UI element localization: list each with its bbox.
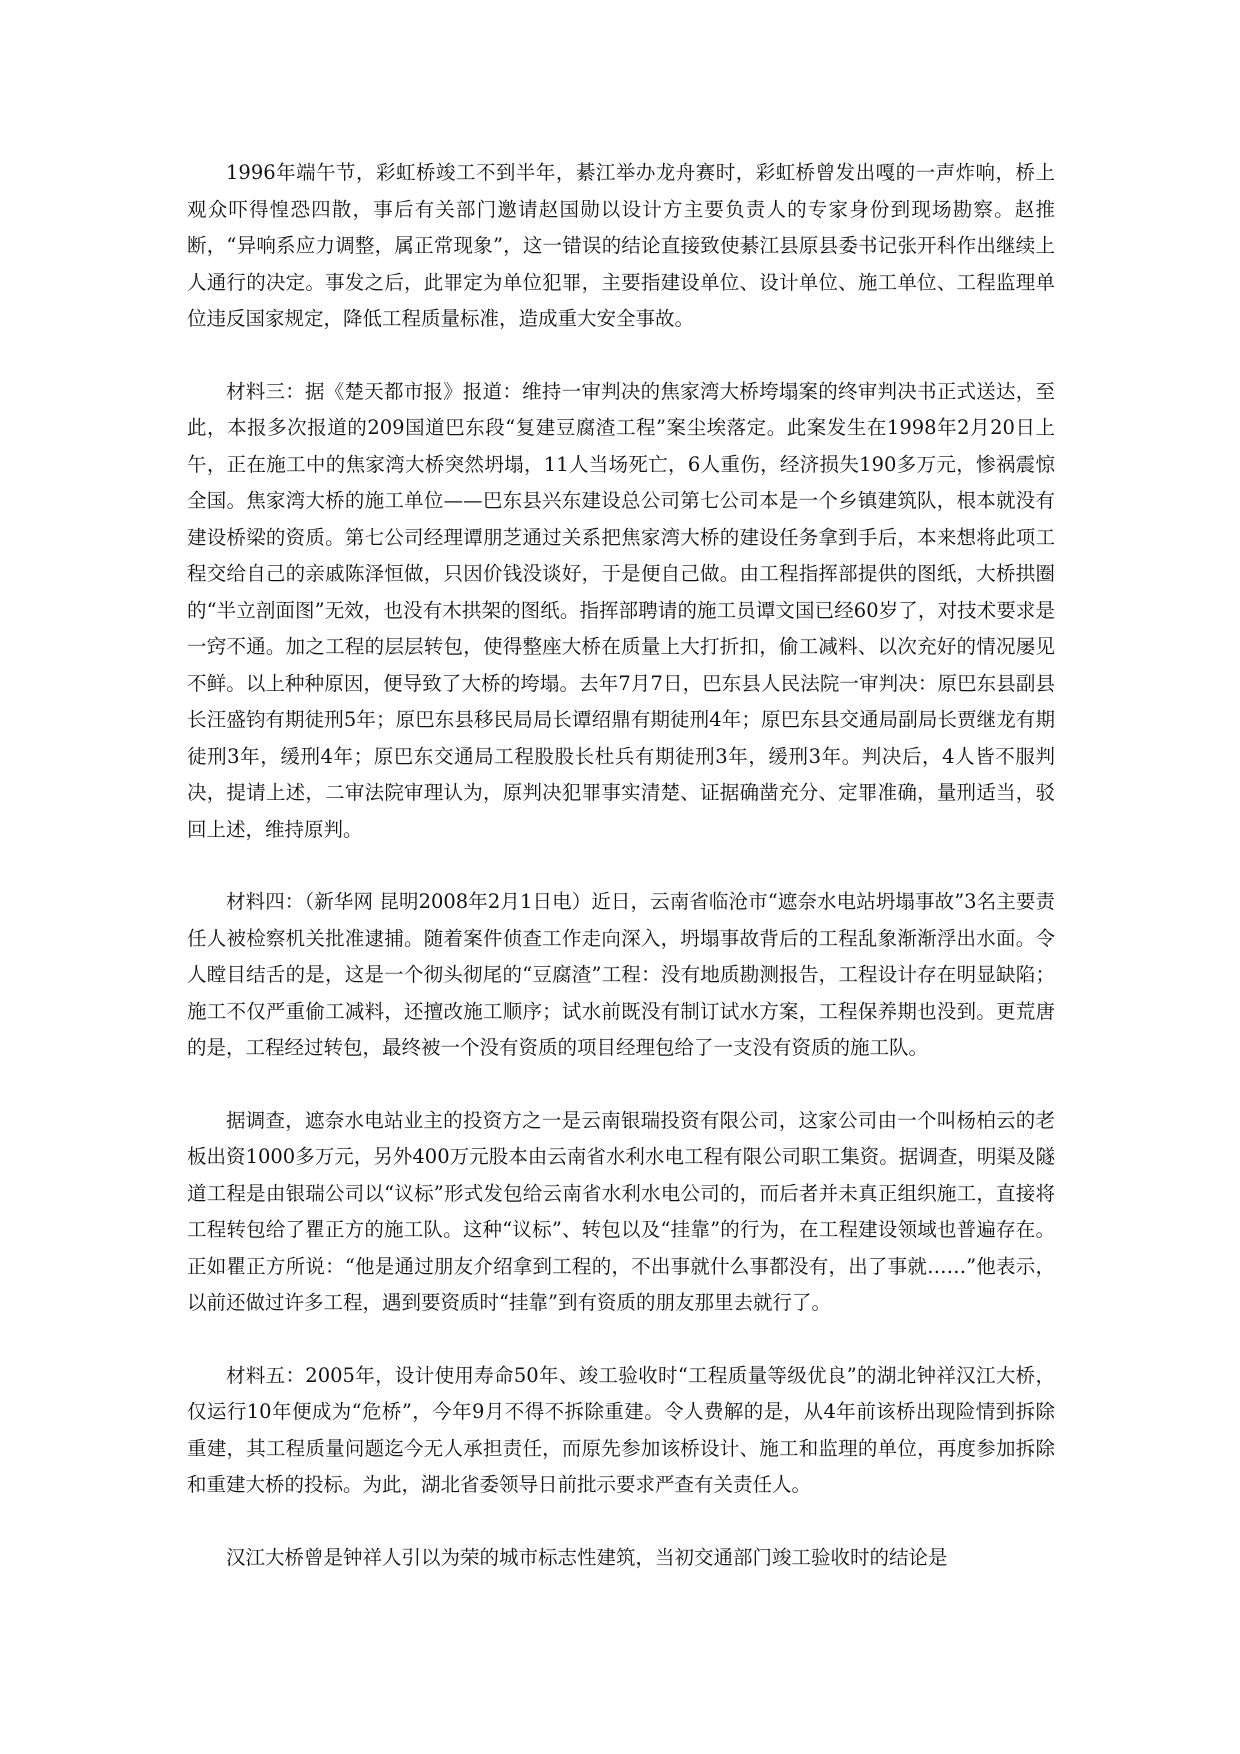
paragraph-material-five: 材料五：2005年，设计使用寿命50年、竣工验收时“工程质量等级优良”的湖北钟祥汉江大桥，仅运行10年便成为“危桥”，今年9月不得不拆除重建。令人费解的是，从4年前该桥出现险情到拆除重建，其工程质量问题迄今无人承担责任，而原先参加该桥设计、施工和监理的单位，再度参加拆除和重建大桥的投标。为此，湖北省委领导日前批示要求严查有关责任人。 xyxy=(187,1363,1055,1496)
paragraph-hanjiang-bridge: 汉江大桥曾是钟祥人引以为荣的城市标志性建筑，当初交通部门竣工验收时的结论是 xyxy=(226,1545,948,1569)
paragraph-material-three: 材料三：据《楚天都市报》报道：维持一审判决的焦家湾大桥垮塌案的终审判决书正式送达，至此，本报多次报道的209国道巴东段“复建豆腐渣工程”案尘埃落定。此案发生在1998年2月20日上午，正在施工中的焦家湾大桥突然坍塌，11人当场死亡，6人重伤，经济损失190多万元，惨祸震惊全国。焦家湾大桥的施工单位——巴东县兴东建设总公司第七公司本是一个乡镇建筑队，根本就没有建设桥梁的资质。第七公司经理谭朋芝通过关系把焦家湾大桥的建设任务拿到手后，本来想将此项工程交给自己的亲戚陈泽恒做，只因价钱没谈好，于是便自己做。由工程指挥部提供的图纸，大桥拱圈的“半立剖面图”无效，也没有木拱架的图纸。指挥部聘请的施工员谭文国已经60岁了，对技术要求是一窍不通。加之工程的层层转包，使得整座大桥在质量上大打折扣，偷工减料、以次充好的情况屡见不鲜。以上种种原因，便导致了大桥的垮塌。去年7月7日，巴东县人民法院一审判决：原巴东县副县长汪盛钧有期徒刑5年；原巴东县移民局局长谭绍鼎有期徒刑4年；原巴东县交通局副局长贾继龙有期徒刑3年，缓刑4年；原巴东交通局工程股股长杜兵有期徒刑3年，缓刑3年。判决后，4人皆不服判决，提请上述，二审法院审理认为，原判决犯罪事实清楚、证据确凿充分、定罪准确，量刑适当，驳回上述，维持原判。 xyxy=(187,379,1055,841)
paragraph-material-four: 材料四：（新华网 昆明2008年2月1日电）近日，云南省临沧市“遮奈水电站坍塌事故”3名主要责任人被检察机关批准逮捕。随着案件侦查工作走向深入，坍塌事故背后的工程乱象渐渐浮出水面。令人瞠目结舌的是，这是一个彻头彻尾的“豆腐渣”工程：没有地质勘测报告，工程设计存在明显缺陷；施工不仅严重偷工减料，还擅改施工顺序；试水前既没有制订试水方案，工程保养期也没到。更荒唐的是，工程经过转包，最终被一个没有资质的项目经理包给了一支没有资质的施工队。 xyxy=(187,890,1055,1059)
document-body xyxy=(187,155,1055,1576)
paragraph-caihongqiao: 1996年端午节，彩虹桥竣工不到半年，綦江举办龙舟赛时，彩虹桥曾发出嘎的一声炸响，桥上观众吓得惶恐四散，事后有关部门邀请赵国勋以设计方主要负责人的专家身份到现场勘察。赵推断，“异响系应力调整，属正常现象”，这一错误的结论直接致使綦江县原县委书记张开科作出继续上人通行的决定。事发之后，此罪定为单位犯罪，主要指建设单位、设计单位、施工单位、工程监理单位违反国家规定，降低工程质量标准，造成重大安全事故。 xyxy=(187,161,1055,330)
paragraph-investigation: 据调查，遮奈水电站业主的投资方之一是云南银瑞投资有限公司，这家公司由一个叫杨柏云的老板出资1000多万元，另外400万元股本由云南省水利水电工程有限公司职工集资。据调查，明渠及隧道工程是由银瑞公司以“议标”形式发包给云南省水利水电公司的，而后者并未真正组织施工，直接将工程转包给了瞿正方的施工队。这种“议标”、转包以及“挂靠”的行为，在工程建设领域也普遍存在。正如瞿正方所说：“他是通过朋友介绍拿到工程的，不出事就什么事都没有，出了事就……”他表示，以前还做过许多工程，遇到要资质时“挂靠”到有资质的朋友那里去就行了。 xyxy=(187,1108,1055,1314)
